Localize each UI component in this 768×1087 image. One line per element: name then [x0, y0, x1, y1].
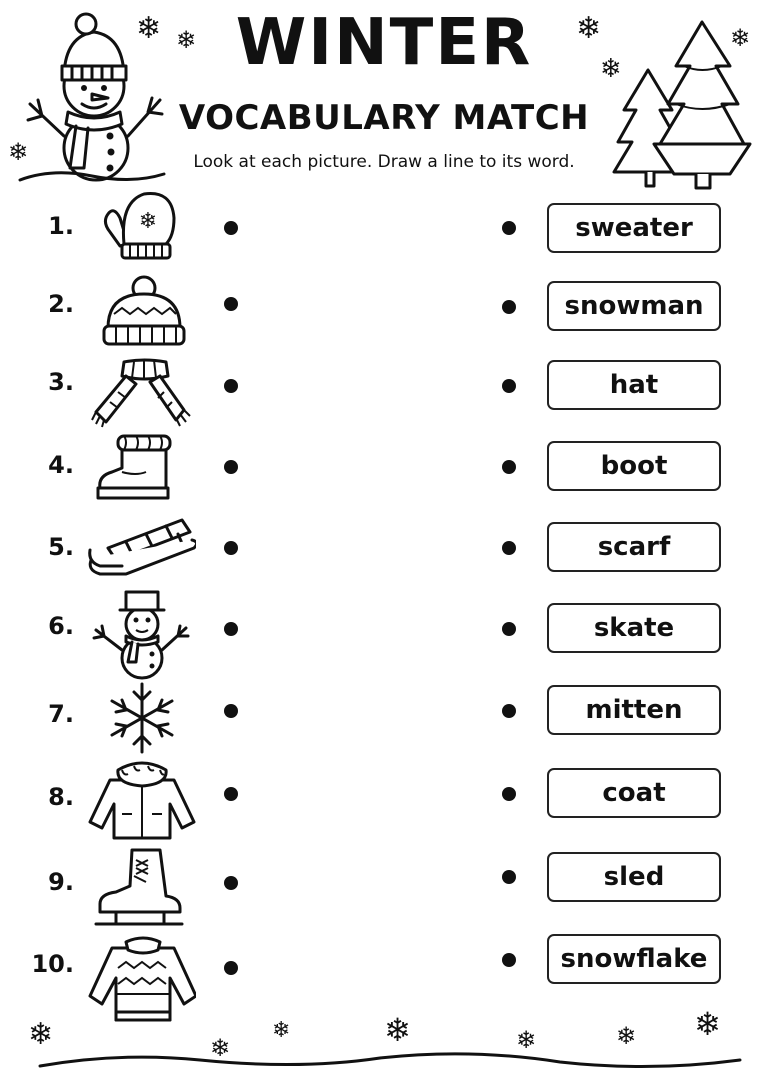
word-box: boot	[547, 441, 721, 491]
snowflake-icon: ❄	[616, 1022, 637, 1050]
item-number: 7.	[48, 700, 74, 728]
word-box: mitten	[547, 685, 721, 735]
word-dot[interactable]	[502, 704, 516, 718]
picture-dot[interactable]	[224, 541, 238, 555]
page-subtitle: VOCABULARY MATCH	[178, 98, 590, 138]
word-box: coat	[547, 768, 721, 818]
word-dot[interactable]	[502, 300, 516, 314]
picture-dot[interactable]	[224, 460, 238, 474]
snowflake-icon: ❄	[576, 11, 602, 46]
word-box: hat	[547, 360, 721, 410]
word-box: skate	[547, 603, 721, 653]
item-number: 4.	[48, 451, 74, 479]
item-number: 5.	[48, 533, 74, 561]
snowflake-icon	[86, 682, 196, 754]
word-dot[interactable]	[502, 870, 516, 884]
word-dot[interactable]	[502, 953, 516, 967]
snowflake-icon: ❄	[28, 1017, 54, 1052]
picture-dot[interactable]	[224, 961, 238, 975]
snowflake-icon: ❄	[136, 11, 162, 46]
picture-dot[interactable]	[224, 297, 238, 311]
snowflake-icon: ❄	[694, 1005, 721, 1043]
ice-skate-icon	[86, 846, 196, 930]
winter-hat-icon	[86, 274, 196, 346]
item-number: 6.	[48, 612, 74, 640]
item-number: 8.	[48, 783, 74, 811]
word-dot[interactable]	[502, 221, 516, 235]
svg-text:❄: ❄	[138, 209, 158, 234]
snowflake-icon: ❄	[272, 1018, 291, 1043]
word-dot[interactable]	[502, 622, 516, 636]
word-dot[interactable]	[502, 460, 516, 474]
snowflake-icon: ❄	[730, 24, 751, 52]
word-dot[interactable]	[502, 787, 516, 801]
scarf-icon	[86, 356, 196, 428]
word-box: snowflake	[547, 934, 721, 984]
snowflake-icon: ❄	[384, 1011, 411, 1049]
picture-dot[interactable]	[224, 622, 238, 636]
item-number: 3.	[48, 368, 74, 396]
word-dot[interactable]	[502, 379, 516, 393]
word-box: snowman	[547, 281, 721, 331]
item-number: 10.	[31, 950, 74, 978]
mitten-icon	[86, 188, 196, 260]
boot-icon	[86, 432, 196, 504]
picture-dot[interactable]	[224, 787, 238, 801]
picture-dot[interactable]	[224, 379, 238, 393]
snowflake-icon: ❄	[600, 54, 622, 84]
item-number: 1.	[48, 212, 74, 240]
picture-dot[interactable]	[224, 704, 238, 718]
instructions: Look at each picture. Draw a line to its word.	[193, 152, 575, 172]
page-title: WINTER	[235, 6, 533, 80]
item-number: 9.	[48, 868, 74, 896]
snowflake-icon: ❄	[8, 138, 29, 166]
word-box: sweater	[547, 203, 721, 253]
word-box: sled	[547, 852, 721, 902]
picture-dot[interactable]	[224, 221, 238, 235]
snowflake-icon: ❄	[176, 26, 197, 54]
word-dot[interactable]	[502, 541, 516, 555]
snowflake-icon: ❄	[516, 1026, 537, 1054]
sweater-icon	[86, 934, 196, 1024]
word-box: scarf	[547, 522, 721, 572]
sled-icon	[86, 512, 196, 584]
snowman-icon	[86, 588, 196, 680]
picture-dot[interactable]	[224, 876, 238, 890]
coat-icon	[86, 758, 196, 840]
item-number: 2.	[48, 290, 74, 318]
snowflake-icon: ❄	[210, 1034, 231, 1062]
